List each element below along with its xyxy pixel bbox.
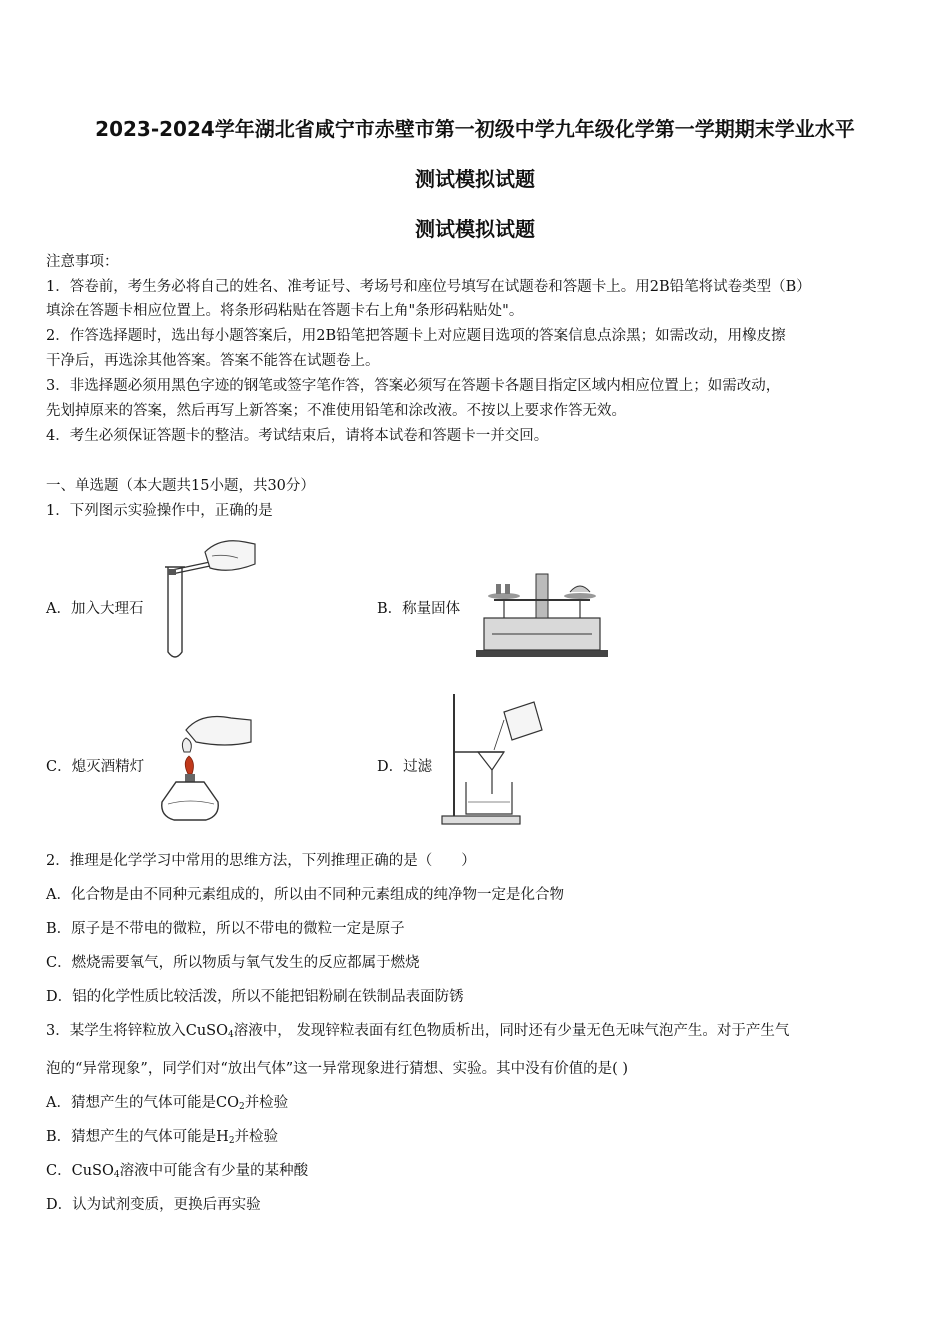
q3-option-d: D．认为试剂变质，更换后再实验 [46,1197,261,1213]
q1-option-b: B．称量固体 [377,601,461,617]
q2-stem: 2．推理是化学学习中常用的思维方法，下列推理正确的是（ ） [46,853,476,869]
q3-option-a: A．猜想产生的气体可能是$CO_2$并检验 [46,1095,289,1112]
page-subtitle: 测试模拟试题 [415,167,535,191]
notes-line-3: 2．作答选择题时，选出每小题答案后，用2B铅笔把答题卡上对应题目选项的答案信息点涂黑；如需改动，用橡皮擦 [46,328,786,344]
q3-option-b: B．猜想产生的气体可能是$H_2$并检验 [46,1129,279,1146]
q1-option-d: D．过滤 [377,759,433,775]
q1-option-c: C．熄灭酒精灯 [46,759,145,775]
q2-option-d: D．铝的化学性质比较活泼，所以不能把铝粉刷在铁制品表面防锈 [46,989,464,1005]
test-tube-figure [150,532,260,662]
notes-line-6: 先划掉原来的答案，然后再写上新答案；不准使用铅笔和涂改液。不按以上要求作答无效。 [46,403,626,419]
q2-option-c: C．燃烧需要氧气，所以物质与氧气发生的反应都属于燃烧 [46,955,420,971]
balance-figure [474,570,610,660]
page-title: 2023-2024学年湖北省咸宁市赤壁市第一初级中学九年级化学第一学期期末学业水平 [95,117,855,141]
notes-line-4: 干净后，再选涂其他答案。答案不能答在试题卷上。 [46,353,380,369]
q2-option-b: B．原子是不带电的微粒，所以不带电的微粒一定是原子 [46,921,405,937]
alcohol-lamp-figure [156,712,256,830]
notes-line-2: 填涂在答题卡相应位置上。将条形码粘贴在答题卡右上角"条形码粘贴处"。 [46,303,524,319]
notes-line-7: 4．考生必须保证答题卡的整洁。考试结束后，请将本试卷和答题卡一并交回。 [46,428,549,444]
q1-option-a: A．加入大理石 [46,601,144,617]
page-subtitle-repeat: 测试模拟试题 [415,217,535,241]
notes-line-1: 1．答卷前，考生务必将自己的姓名、准考证号、考场号和座位号填写在试题卷和答题卡上。用2B铅笔将试卷类型（B） [46,279,811,295]
section-heading: 一、单选题（本大题共15小题，共30分） [46,478,315,494]
q3-stem-line-1: 3．某学生将锌粒放入CuSO$_4$溶液中， 发现锌粒表面有红色物质析出，同时还有少量无色无味气泡产生。对于产生气 [46,1023,790,1040]
q3-stem-line-2: 泡的“异常现象”，同学们对“放出气体”这一异常现象进行猜想、实验。其中没有价值的是( ) [46,1061,629,1077]
filtration-figure [438,690,558,828]
notes-heading: 注意事项： [46,254,119,270]
notes-line-5: 3．非选择题必须用黑色字迹的钢笔或签字笔作答，答案必须写在答题卡各题目指定区域内相应位置上；如需改动， [46,378,781,394]
q1-stem: 1．下列图示实验操作中，正确的是 [46,503,273,519]
q2-option-a: A．化合物是由不同种元素组成的，所以由不同种元素组成的纯净物一定是化合物 [46,887,564,903]
q3-option-c: C．CuSO$_4$溶液中可能含有少量的某种酸 [46,1163,309,1180]
